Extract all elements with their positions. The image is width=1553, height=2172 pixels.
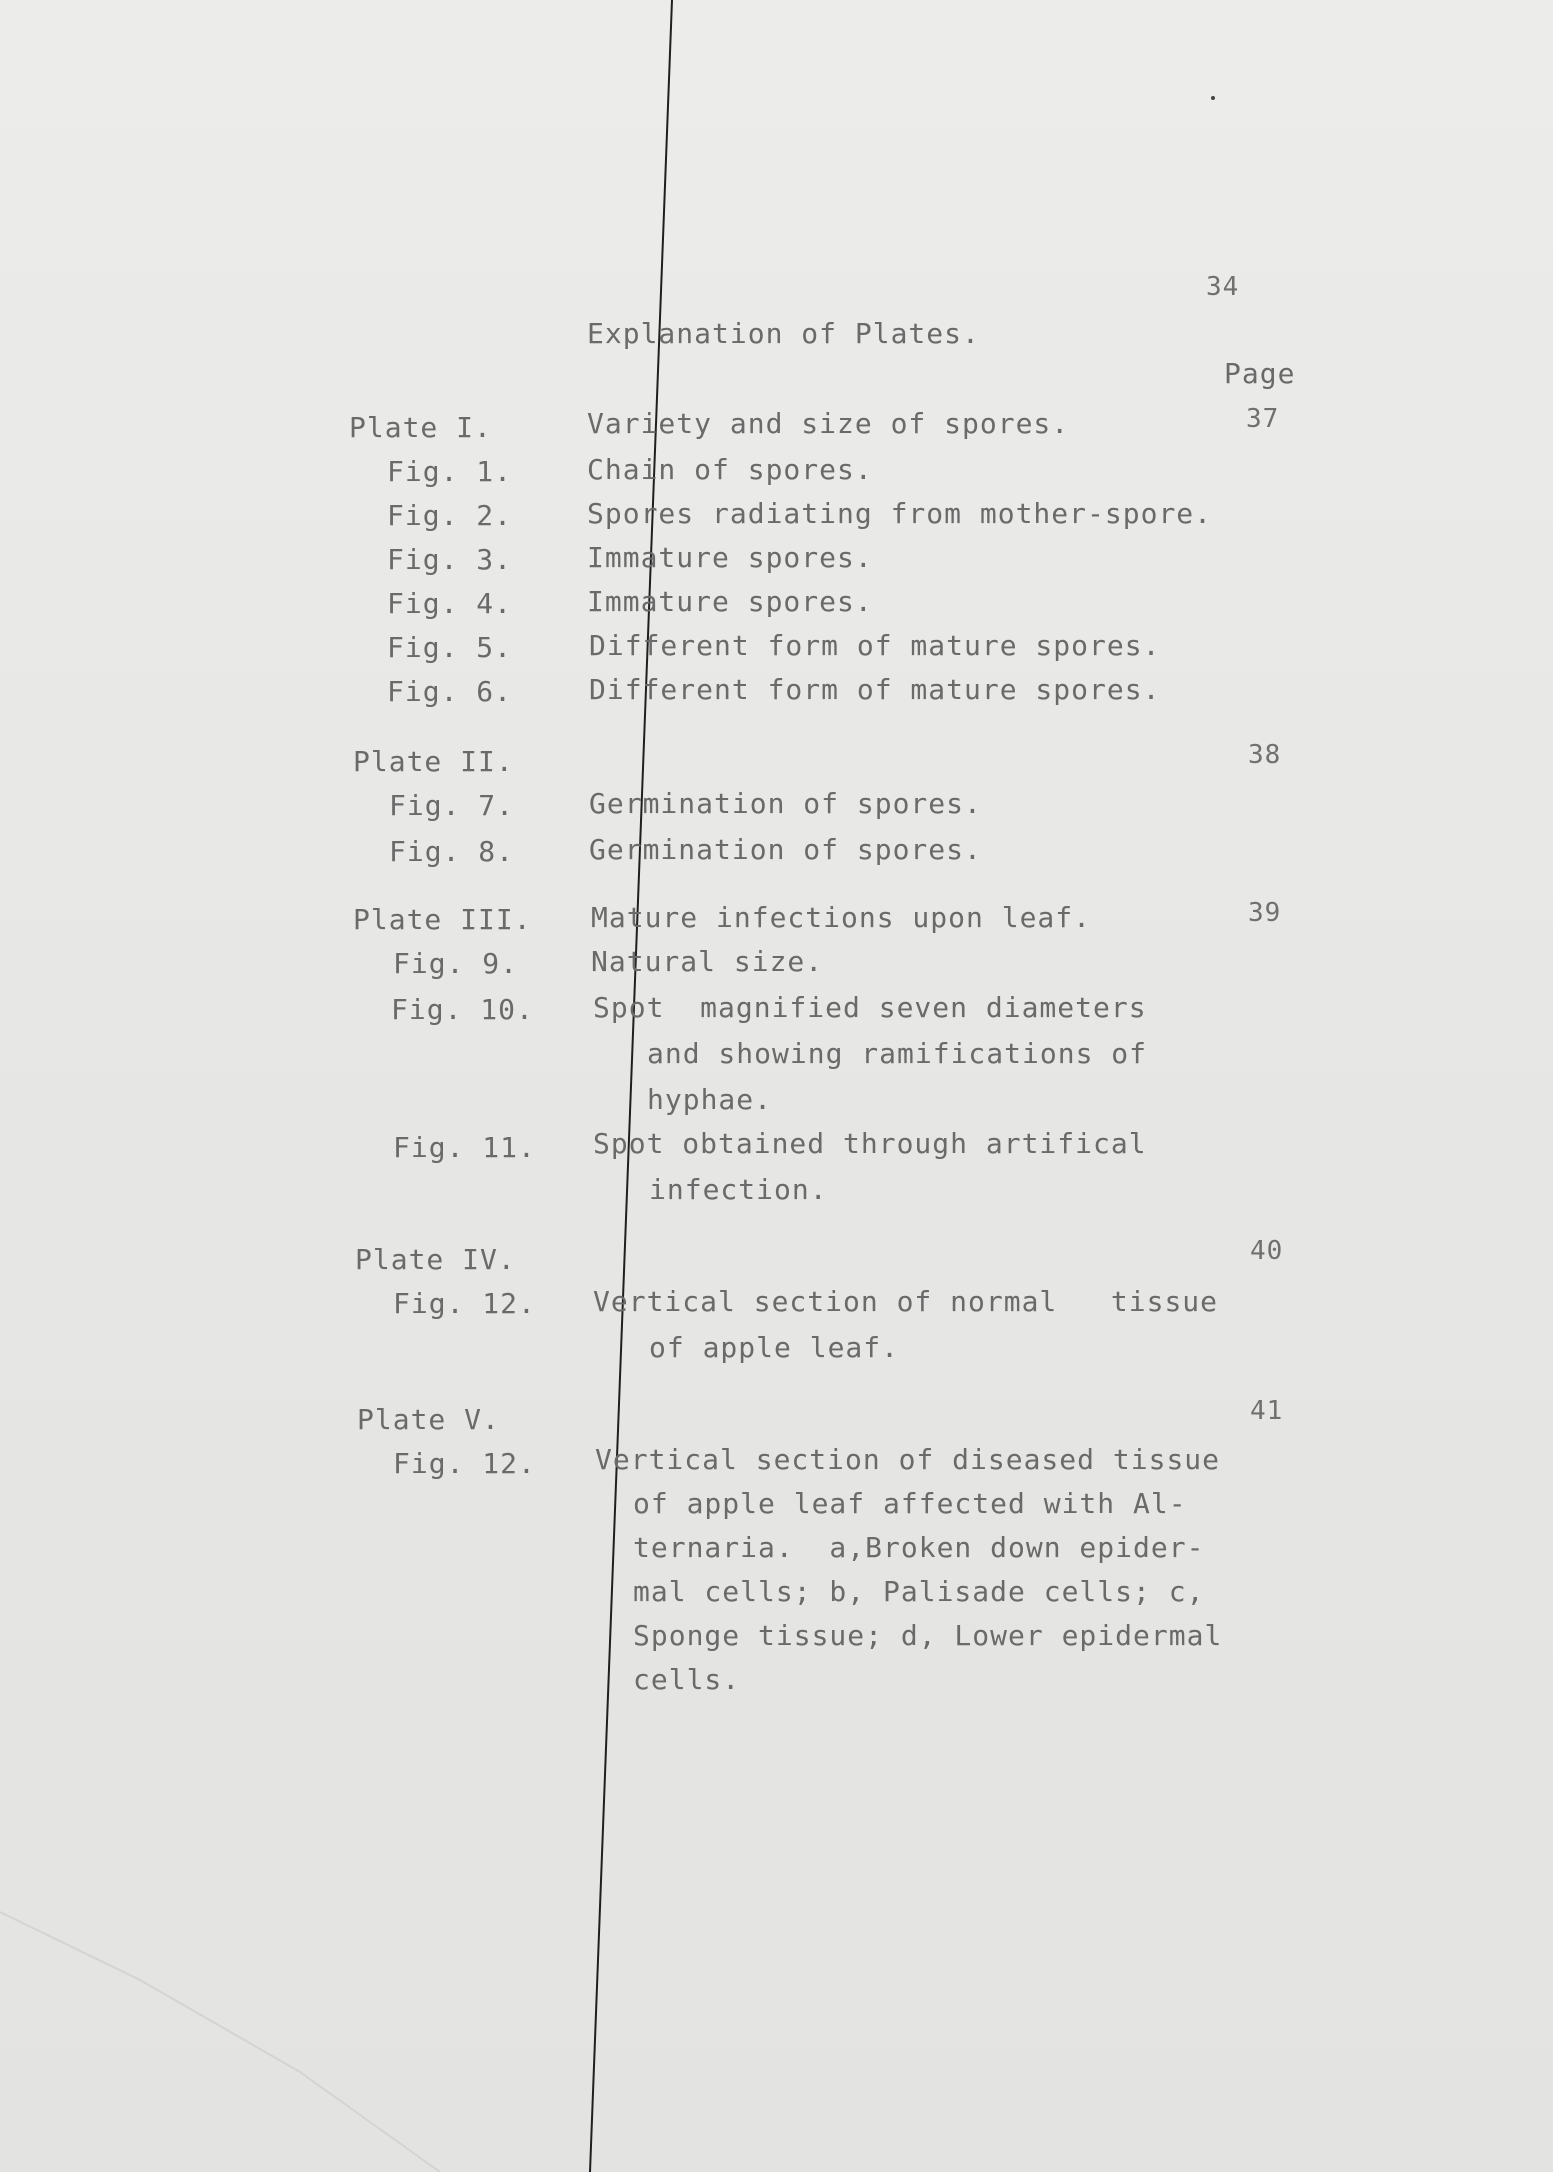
figure-label: Fig. 7.	[389, 789, 515, 822]
plate-page-ref: 41	[1250, 1396, 1284, 1426]
figure-description: Different form of mature spores.	[589, 673, 1161, 706]
figure-description: Natural size.	[591, 945, 824, 978]
figure-label: Fig. 1.	[387, 455, 513, 488]
figure-description-line: infection.	[649, 1173, 828, 1206]
plate-label: Plate III.	[353, 903, 532, 936]
figure-label: Fig. 3.	[387, 543, 513, 576]
figure-description-line: cells.	[633, 1663, 741, 1696]
plate-page-ref: 37	[1246, 404, 1280, 434]
page-number: 34	[1206, 272, 1240, 302]
figure-label: Fig. 2.	[387, 499, 513, 532]
figure-description-line: Vertical section of normal tissue	[593, 1285, 1219, 1318]
plate-label: Plate II.	[353, 745, 514, 778]
plate-label: Plate IV.	[355, 1243, 516, 1276]
figure-description-line: Spot magnified seven diameters	[593, 991, 1147, 1024]
figure-description-line: Vertical section of diseased tissue	[595, 1443, 1221, 1476]
document-heading: Explanation of Plates.	[587, 317, 980, 350]
figure-description: Immature spores.	[587, 541, 873, 574]
plate-page-ref: 39	[1248, 898, 1282, 928]
plate-page-ref: 40	[1250, 1236, 1284, 1266]
plate-label: Plate I.	[349, 411, 492, 444]
speck-mark	[1211, 96, 1215, 100]
figure-description-line: of apple leaf affected with Al-	[633, 1487, 1187, 1520]
figure-label: Fig. 10.	[391, 993, 534, 1026]
figure-description-line: mal cells; b, Palisade cells; c,	[633, 1575, 1205, 1608]
fold-crease-line	[0, 1912, 440, 2172]
plate-description: Variety and size of spores.	[587, 407, 1070, 440]
figure-label: Fig. 6.	[387, 675, 513, 708]
figure-description: Immature spores.	[587, 585, 873, 618]
plate-label: Plate V.	[357, 1403, 500, 1436]
figure-description-line: ternaria. a,Broken down epider-	[633, 1531, 1205, 1564]
figure-description: Germination of spores.	[589, 833, 982, 866]
figure-description-line: Spot obtained through artifical	[593, 1127, 1147, 1160]
figure-label: Fig. 11.	[393, 1131, 536, 1164]
figure-description-line: Sponge tissue; d, Lower epidermal	[633, 1619, 1223, 1652]
figure-label: Fig. 5.	[387, 631, 513, 664]
figure-description-line: hyphae.	[647, 1083, 773, 1116]
figure-label: Fig. 12.	[393, 1447, 536, 1480]
plate-page-ref: 38	[1248, 740, 1282, 770]
figure-description: Germination of spores.	[589, 787, 982, 820]
figure-description: Chain of spores.	[587, 453, 873, 486]
page-column-header: Page	[1224, 357, 1296, 390]
figure-description-line: of apple leaf.	[649, 1331, 900, 1364]
figure-description: Spores radiating from mother-spore.	[587, 497, 1213, 530]
figure-description-line: and showing ramifications of	[647, 1037, 1148, 1070]
figure-label: Fig. 4.	[387, 587, 513, 620]
plate-description: Mature infections upon leaf.	[591, 901, 1092, 934]
figure-description: Different form of mature spores.	[589, 629, 1161, 662]
figure-label: Fig. 12.	[393, 1287, 536, 1320]
figure-label: Fig. 9.	[393, 947, 519, 980]
figure-label: Fig. 8.	[389, 835, 515, 868]
